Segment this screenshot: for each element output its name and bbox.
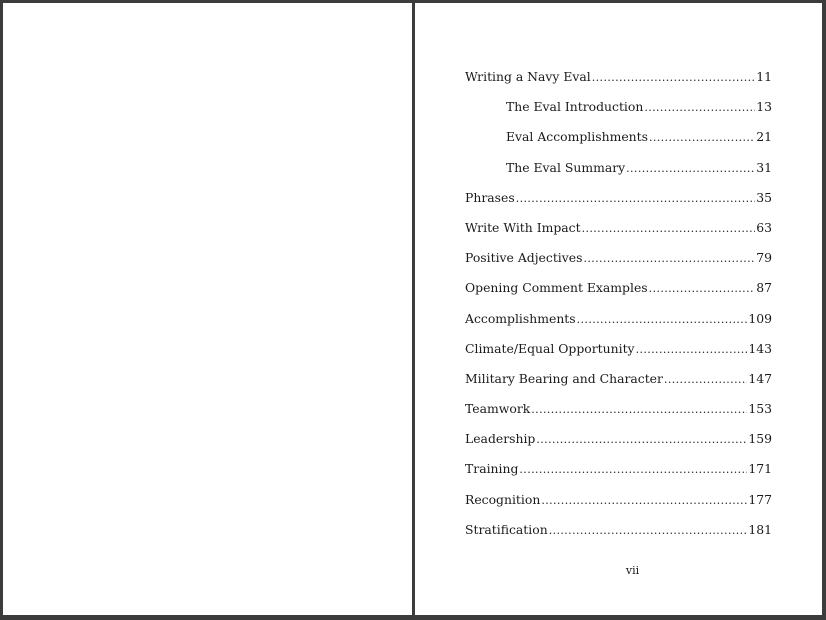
toc-entry-title: Eval Accomplishments [506,129,648,145]
toc-entry-page-number: 171 [748,461,772,477]
toc-entry-page-number: 35 [756,189,772,205]
toc-dot-leader [583,252,755,265]
toc-entry-title: Training [465,461,519,477]
toc-entry-title: Opening Comment Examples [465,280,648,296]
toc-dot-leader [541,494,747,507]
toc-entry[interactable] [465,160,772,190]
toc-dot-leader [644,101,755,114]
right-page-toc [415,3,822,615]
toc-entry[interactable] [465,401,772,431]
toc-entry[interactable] [465,190,772,220]
toc-entry-title: Phrases [465,189,515,205]
toc-entry[interactable] [465,280,772,310]
toc-entry[interactable] [465,492,772,522]
toc-dot-leader [649,282,756,295]
toc-entry-page-number: 181 [748,521,772,537]
toc-entry-page-number: 153 [748,401,772,417]
toc-entry-page-number: 159 [748,431,772,447]
toc-entry-page-number: 31 [756,159,772,175]
toc-entry-title: The Eval Introduction [506,99,644,115]
toc-entry-title: Write With Impact [465,219,581,235]
toc-dot-leader [536,433,747,446]
toc-entry[interactable] [465,250,772,280]
toc-entry-page-number: 143 [748,340,772,356]
toc-entry-page-number: 177 [748,491,772,507]
toc-entry-title: Teamwork [465,401,531,417]
toc-dot-leader [519,463,747,476]
toc-dot-leader [549,524,748,537]
toc-dot-leader [664,373,747,386]
toc-entry[interactable] [465,522,772,552]
toc-entry-title: Military Bearing and Character [465,370,663,386]
toc-entry-title: Climate/Equal Opportunity [465,340,635,356]
toc-entry[interactable] [465,371,772,401]
toc-entry-title: Positive Adjectives [465,250,583,266]
toc-entry-page-number: 21 [756,129,772,145]
toc-entry[interactable] [465,220,772,250]
toc-entry-page-number: 13 [756,99,772,115]
toc-entry[interactable] [465,311,772,341]
toc-dot-leader [577,313,748,326]
page-number-folio: vii [625,564,640,577]
toc-entry-title: Accomplishments [465,310,576,326]
toc-entry-page-number: 147 [748,370,772,386]
toc-entry-title: Stratification [465,521,548,537]
toc-entry-title: Leadership [465,431,536,447]
toc-dot-leader [626,162,755,175]
left-page-blank [3,3,412,615]
toc-dot-leader [649,131,755,144]
toc-dot-leader [636,343,748,356]
toc-entry[interactable] [465,431,772,461]
toc-entry-page-number: 87 [756,280,772,296]
toc-entry-title: Recognition [465,491,541,507]
toc-dot-leader [592,71,755,84]
toc-entry[interactable] [465,99,772,129]
toc-dot-leader [582,222,756,235]
toc-entry-page-number: 109 [748,310,772,326]
toc-entry[interactable] [465,69,772,99]
toc-dot-leader [516,192,756,205]
toc-entry-page-number: 79 [756,250,772,266]
toc-entry[interactable] [465,461,772,491]
toc-entry-page-number: 11 [756,69,772,84]
toc-entry[interactable] [465,129,772,159]
toc-entry-title: Writing a Navy Eval [465,69,591,84]
toc-entry[interactable] [465,341,772,371]
toc-entry-title: The Eval Summary [506,159,626,175]
toc-dot-leader [531,403,747,416]
table-of-contents [465,69,772,552]
toc-entry-page-number: 63 [756,219,772,235]
